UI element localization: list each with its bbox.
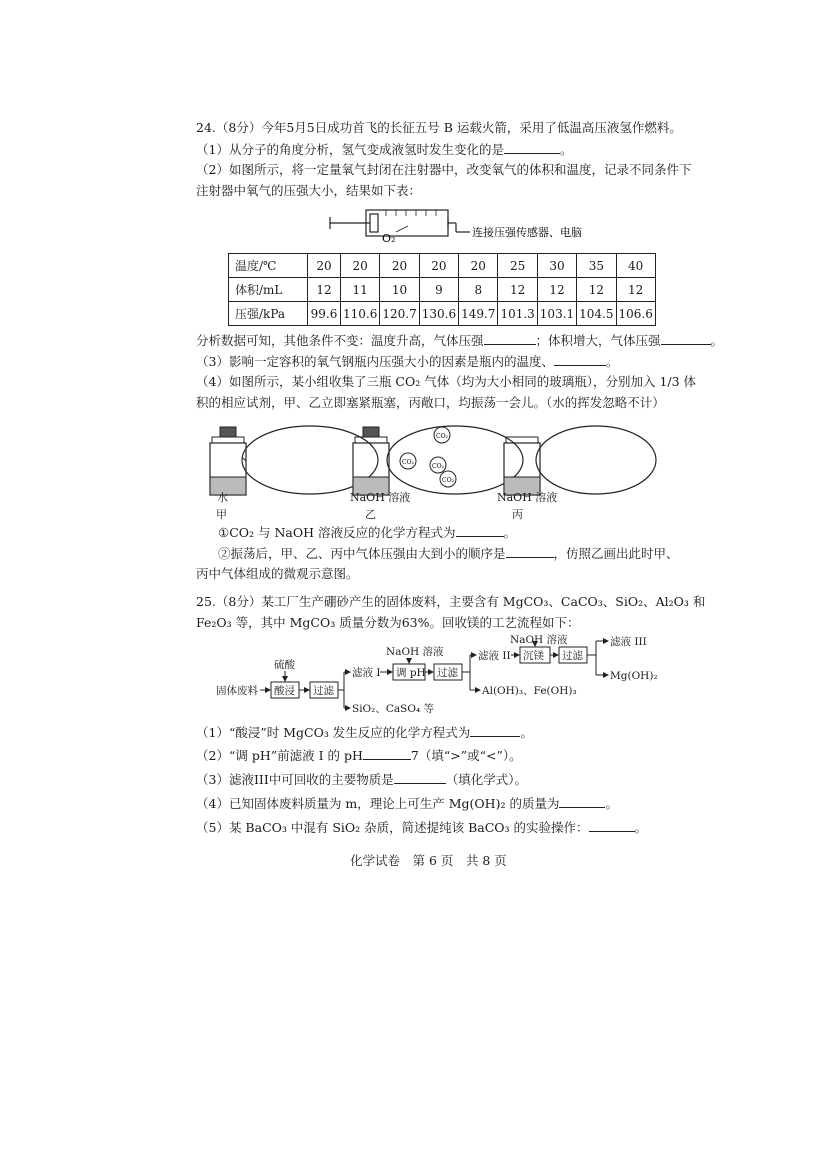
co2-molecule-icon: CO₂	[402, 459, 414, 466]
answer-blank[interactable]	[506, 545, 554, 558]
bottle-bing-name: 丙	[512, 508, 523, 521]
table-cell: 12	[577, 278, 616, 302]
q24-part3-end: 。	[605, 354, 619, 369]
q25-part5	[196, 819, 647, 836]
answer-blank[interactable]	[589, 819, 635, 832]
table-cell: 103.1	[537, 302, 576, 326]
bottle-yi-name: 乙	[365, 508, 376, 521]
flow-step-filter3: 过滤	[562, 650, 583, 662]
table-cell: 8	[459, 278, 498, 302]
table-cell: 99.6	[308, 302, 341, 326]
table-cell: 130.6	[419, 302, 458, 326]
table-row	[229, 254, 656, 278]
bottles-diagram	[200, 425, 640, 525]
q25-intro-line2: Fe₂O₃ 等，其中 MgCO₃ 质量分数为63%。回收镁的工艺流程如下：	[196, 615, 580, 630]
q24-sub2-line2: 丙中气体组成的微观示意图。	[196, 566, 359, 581]
answer-blank[interactable]	[394, 771, 446, 784]
flow-naoh2: NaOH 溶液	[510, 634, 568, 646]
answer-blank[interactable]	[504, 141, 560, 154]
table-cell: 149.7	[459, 302, 498, 326]
q25-part3	[196, 771, 527, 788]
syringe-sensor-label: 连接压强传感器、电脑	[472, 226, 582, 239]
table-row	[229, 302, 656, 326]
answer-blank[interactable]	[363, 747, 411, 760]
analysis-text-a: 分析数据可知，其他条件不变：温度升高，气体压强	[196, 333, 484, 348]
table-cell: 40	[616, 254, 655, 278]
table-row	[229, 278, 656, 302]
sub1-end: 。	[503, 525, 517, 540]
table-cell: 12	[498, 278, 537, 302]
table-cell: 20	[419, 254, 458, 278]
bottle-bing-reagent: NaOH 溶液	[497, 491, 558, 504]
table-cell: 110.6	[341, 302, 380, 326]
q25-part3-end: （填化学式）。	[445, 772, 528, 787]
table-cell: 20	[459, 254, 498, 278]
q24-part4-line2: 积的相应试剂，甲、乙立即塞紧瓶塞，丙敞口，均振荡一会儿。（水的挥发忽略不计）	[196, 395, 665, 410]
syringe-diagram	[320, 200, 580, 246]
table-row-label: 温度/℃	[229, 254, 308, 278]
flow-product: Mg(OH)₂	[610, 670, 658, 682]
q24-part4-line1: （4）如图所示，某小组收集了三瓶 CO₂ 气体（均为大小相同的玻璃瓶），分别加入 1/3 体	[196, 374, 697, 389]
flow-step-precipitate: 沉镁	[523, 650, 544, 662]
pressure-table	[228, 253, 656, 326]
q25-part3-text: （3）滤液III中可回收的主要物质是	[196, 772, 394, 787]
table-cell: 35	[577, 254, 616, 278]
bottle-yi-reagent: NaOH 溶液	[350, 491, 411, 504]
answer-blank[interactable]	[559, 795, 605, 808]
sub2-text: ②振荡后，甲、乙、丙中气体压强由大到小的顺序是	[218, 546, 506, 561]
table-cell: 25	[498, 254, 537, 278]
flow-step-filter2: 过滤	[437, 667, 458, 679]
table-cell: 120.7	[380, 302, 419, 326]
flow-residue1: SiO₂、CaSO₄ 等	[352, 703, 435, 715]
table-row-label: 压强/kPa	[229, 302, 308, 326]
q24-part2-line2: 注射器中氧气的压强大小，结果如下表：	[196, 183, 422, 198]
table-cell: 106.6	[616, 302, 655, 326]
table-cell: 30	[537, 254, 576, 278]
q25-part5-text: （5）某 BaCO₃ 中混有 SiO₂ 杂质，简述提纯该 BaCO₃ 的实验操作：	[196, 820, 589, 835]
flow-step-filter1: 过滤	[313, 685, 334, 697]
flow-residue2: Al(OH)₃、Fe(OH)₃	[482, 685, 577, 697]
bottle-jia-name: 甲	[216, 508, 227, 521]
page-footer: 化学试卷 第 6 页 共 8 页	[350, 853, 507, 868]
answer-blank[interactable]	[470, 724, 520, 737]
co2-molecule-icon: CO₂	[436, 433, 448, 440]
q25-part4	[196, 795, 618, 812]
analysis-text-b: ；体积增大，气体压强	[535, 333, 661, 348]
q25-part1	[196, 724, 533, 741]
table-cell: 101.3	[498, 302, 537, 326]
q25-part2-end: 7（填“>”或“<”）。	[410, 748, 522, 763]
table-cell: 12	[308, 278, 341, 302]
table-cell: 20	[341, 254, 380, 278]
analysis-text-c: 。	[710, 333, 724, 348]
syringe-gas-label: O₂	[382, 232, 396, 245]
answer-blank[interactable]	[554, 353, 606, 366]
co2-molecule-icon: CO₂	[432, 463, 444, 470]
answer-blank[interactable]	[661, 332, 711, 345]
sub1-text: ①CO₂ 与 NaOH 溶液反应的化学方程式为	[218, 525, 456, 540]
q25-part4-end: 。	[605, 796, 618, 811]
table-cell: 9	[419, 278, 458, 302]
process-flowchart	[200, 632, 670, 715]
q25-part1-text: （1）“酸浸”时 MgCO₃ 发生反应的化学方程式为	[196, 725, 471, 740]
table-cell: 11	[341, 278, 380, 302]
table-cell: 12	[616, 278, 655, 302]
q24-part2-line1: （2）如图所示，将一定量氧气封闭在注射器中，改变氧气的体积和温度，记录不同条件下	[196, 162, 692, 177]
q24-part1-text: （1）从分子的角度分析，氢气变成液氢时发生变化的是	[196, 142, 504, 157]
table-row-label: 体积/mL	[229, 278, 308, 302]
q25-part4-text: （4）已知固体废料质量为 m，理论上可生产 Mg(OH)₂ 的质量为	[196, 796, 560, 811]
q24-analysis	[196, 332, 723, 349]
flow-filtrate3: 滤液 III	[610, 636, 647, 648]
co2-molecule-icon: CO₂	[442, 477, 454, 484]
q25-intro-line1: 25.（8分）某工厂生产硼砂产生的固体废料，主要含有 MgCO₃、CaCO₃、SiO₂、Al₂O₃ 和	[196, 594, 706, 609]
bottle-jia-reagent: 水	[217, 491, 228, 504]
table-cell: 20	[308, 254, 341, 278]
flow-naoh1: NaOH 溶液	[386, 646, 444, 658]
answer-blank[interactable]	[484, 332, 536, 345]
flow-filtrate2: 滤液 II	[478, 650, 511, 662]
q25-part1-end: 。	[520, 725, 533, 740]
flow-step-adjust-ph: 调 pH	[396, 667, 426, 679]
q24-part3	[196, 353, 618, 370]
flow-filtrate1: 滤液 I	[352, 667, 381, 679]
table-cell: 10	[380, 278, 419, 302]
q24-intro: 24.（8分）今年5月5日成功首飞的长征五号 B 运载火箭，采用了低温高压液氢作燃料。	[196, 120, 682, 135]
q24-part1-end: 。	[559, 142, 573, 157]
table-cell: 104.5	[577, 302, 616, 326]
q24-part3-text: （3）影响一定容积的氧气钢瓶内压强大小的因素是瓶内的温度、	[196, 354, 554, 369]
flow-step-acid-leach: 酸浸	[274, 685, 295, 697]
q25-part2	[196, 747, 522, 764]
table-cell: 20	[380, 254, 419, 278]
flow-acid: 硫酸	[274, 659, 295, 671]
q24-sub2	[218, 545, 679, 562]
answer-blank[interactable]	[456, 524, 504, 537]
q25-part2-text: （2）“调 pH”前滤液 I 的 pH	[196, 748, 363, 763]
bottle-bing	[504, 426, 656, 495]
flow-start: 固体废料	[216, 685, 258, 697]
q25-part5-end: 。	[634, 820, 648, 835]
table-cell: 12	[537, 278, 576, 302]
sub2-end: ，仿照乙画出此时甲、	[553, 546, 679, 561]
q24-sub1	[218, 524, 516, 541]
q24-part1	[196, 141, 572, 158]
